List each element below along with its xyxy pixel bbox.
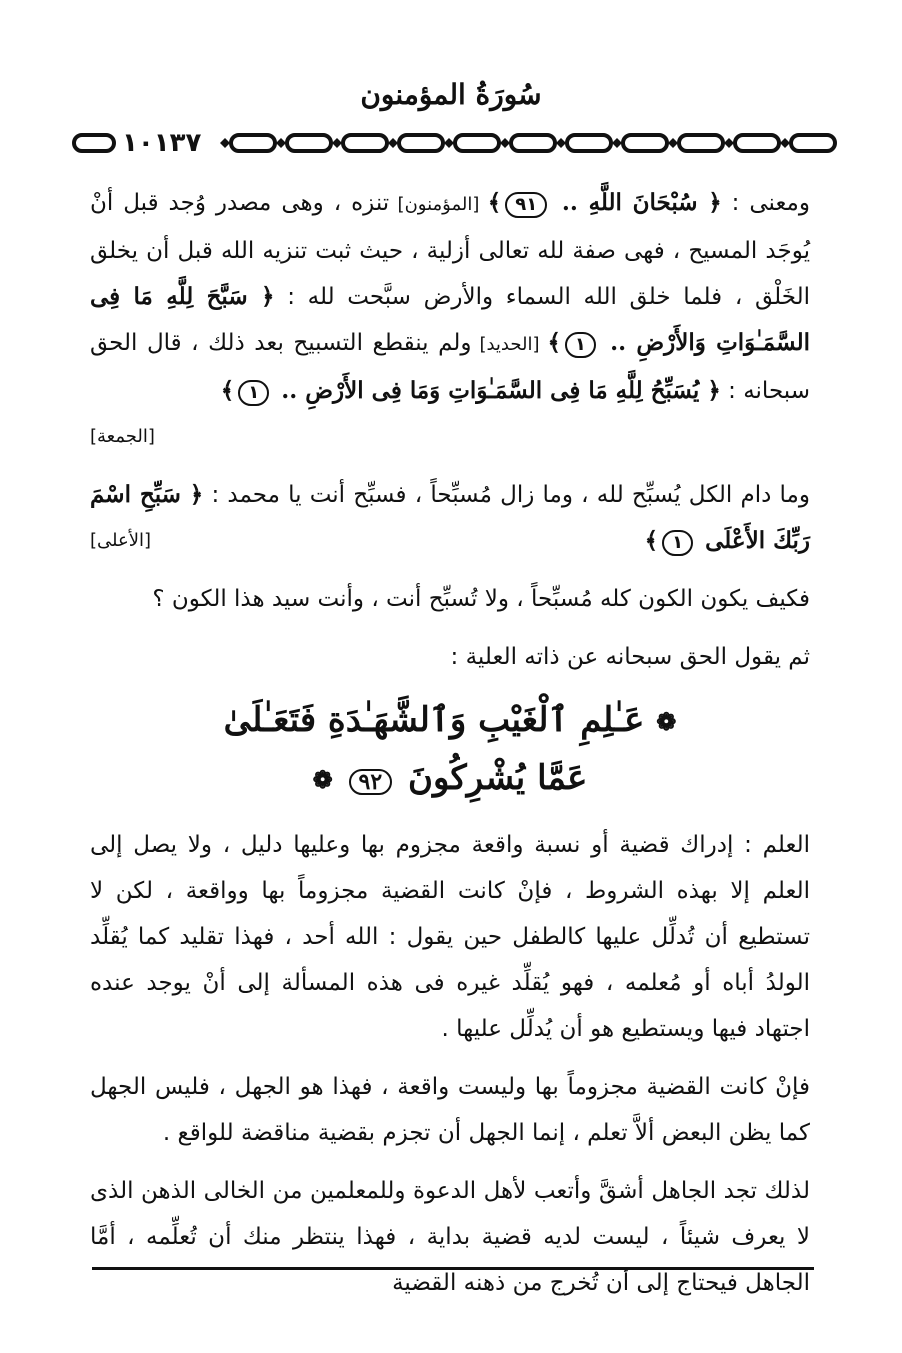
chain-link — [791, 135, 835, 151]
paragraph-1-ref-line — [90, 414, 810, 460]
chain-link — [74, 135, 114, 151]
chain-link — [343, 135, 387, 151]
chain-diamond — [276, 138, 286, 148]
chain-diamond — [220, 138, 230, 148]
aya-number-badge: ٩٢ — [349, 769, 393, 795]
chain-diamond — [332, 138, 342, 148]
chain-diamond — [388, 138, 398, 148]
aya-number-badge: ١ — [662, 530, 693, 556]
aya-number-badge: ٩١ — [505, 192, 547, 218]
quran-text: ﴿ سَبَّحَ لِلَّهِ مَا فِى السَّمَـٰوَاتِ وَالأَرْضِ .. — [90, 283, 810, 356]
verse-line-2 — [90, 750, 810, 808]
paragraph-7: لذلك تجد الجاهل أشقَّ وأتعب لأهل الدعوة وللمعلمين من الخالى الذهن الذى لا يعرف شيئاً ، ليست لديه قضية بداية ، فهذا ينتظر منك أن تُعلِّمه ، أمَّا الجاهل فيحتاج إلى أن تُخرج من ذهنه القضية — [90, 1178, 810, 1296]
paragraph-2-text — [90, 482, 810, 554]
chain-diamond — [724, 138, 734, 148]
chain-link — [511, 135, 555, 151]
paragraph-1-text — [90, 190, 810, 404]
quran-text: ﴿ سَبِّحِ اسْمَ رَبِّكَ الأَعْلَى — [90, 481, 810, 554]
chain-link — [399, 135, 443, 151]
paragraph-6: فإنْ كانت القضية مجزوماً بها وليست واقعة ، فهذا هو الجهل ، فليس الجهل كما يظن البعض ألاَّ تعلم ، إنما الجهل أن تجزم بقضية مناقضة للواقع . — [90, 1074, 810, 1146]
quran-text: ﴾ — [644, 527, 659, 554]
body-text — [90, 180, 810, 1318]
surah-reference: [الأعلى] — [90, 530, 152, 551]
chain-diamond — [444, 138, 454, 148]
quran-text: ﴿ سُبْحَانَ اللَّهِ .. — [551, 189, 722, 216]
chain-diamond — [500, 138, 510, 148]
text-segment: ولم ينقطع التسبيح بعد ذلك ، قال الحق سبحانه : — [90, 330, 810, 404]
surah-reference: [المؤمنون] — [389, 194, 488, 215]
quran-text: ﴾ — [220, 377, 235, 404]
verse-line-1-text: عَـٰلِمِ ٱلْغَيْبِ وَٱلشَّهَـٰدَةِ فَتَعَـٰلَىٰ — [223, 700, 645, 740]
paragraph-2 — [90, 472, 810, 564]
chain-link — [735, 135, 779, 151]
paragraph-3-text — [152, 586, 810, 612]
verse-line-2-text: عَمَّا يُشْرِكُونَ — [408, 758, 588, 798]
quran-text: ﴾ — [547, 329, 561, 356]
surah-reference: [الحديد] — [471, 334, 548, 355]
text-segment: ومعنى : — [721, 190, 810, 216]
chain-link — [679, 135, 723, 151]
quran-text: ﴿ يُسَبِّحُ لِلَّهِ مَا فِى السَّمَـٰوَاتِ وَمَا فِى الأَرْضِ .. — [273, 377, 721, 404]
paragraph-5: العلم : إدراك قضية أو نسبة واقعة مجزوم بها وعليها دليل ، ولا يصل إلى العلم إلا بهذه الشروط ، فإنْ كانت القضية مجزوماً بها وواقعة ، لكن لا تستطيع أن تُدلِّل عليها كالطفل حين يقول : الله أحد ، فهذا تقليد كما يُقلِّد الولدُ أباه أو مُعلمه ، فهو يُقلِّد غيره فى هذه المسألة إلى أنْ يوجد عنده اجتهاد فيها ويستطيع هو أن يُدلِّل عليها . — [90, 832, 810, 1042]
chain-diamond — [668, 138, 678, 148]
text-segment: ثم يقول الحق سبحانه عن ذاته العلية : — [450, 644, 810, 670]
aya-number-badge: ١ — [238, 380, 269, 406]
ornament-icon: ❁ — [312, 765, 333, 794]
surah-title: سُورَةُ المؤمنون — [360, 78, 542, 111]
text-segment: فكيف يكون الكون كله مُسبِّحاً ، ولا تُسبِّح أنت ، وأنت سيد هذا الكون ؟ — [152, 586, 810, 612]
paragraph-4 — [90, 634, 810, 680]
text-segment: تنزه ، وهى مصدر وُجد قبل أنْ يُوجَد المسيح ، فهى صفة لله تعالى أزلية ، حيث ثبت تنزيه الله قبل أن يخلق الخَلْق ، فلما خلق الله السماء والأرض سبَّحت لله : — [90, 190, 810, 310]
chain-diamond — [780, 138, 790, 148]
footer-rule — [92, 1267, 814, 1270]
aya-number-badge: ١ — [565, 332, 596, 358]
surah-reference: [الجمعة] — [90, 426, 155, 447]
ornament-icon: ❁ — [656, 707, 677, 736]
quran-text: ﴾ — [487, 189, 502, 216]
verse-line-1 — [90, 692, 810, 750]
paragraph-3 — [90, 576, 810, 622]
chain-diamond — [556, 138, 566, 148]
chain-link — [567, 135, 611, 151]
paragraph-1 — [90, 180, 810, 460]
text-segment: وما دام الكل يُسبِّح لله ، وما زال مُسبِّحاً ، فسبِّح أنت يا محمد : — [203, 482, 810, 508]
chain-link — [455, 135, 499, 151]
chain-link — [231, 135, 275, 151]
chain-diamond — [612, 138, 622, 148]
chain-link — [623, 135, 667, 151]
quran-verse-block — [90, 692, 810, 808]
chain-link — [287, 135, 331, 151]
page-number: ١٠١٣٧ — [118, 128, 205, 158]
paragraph-4-text — [451, 644, 810, 670]
